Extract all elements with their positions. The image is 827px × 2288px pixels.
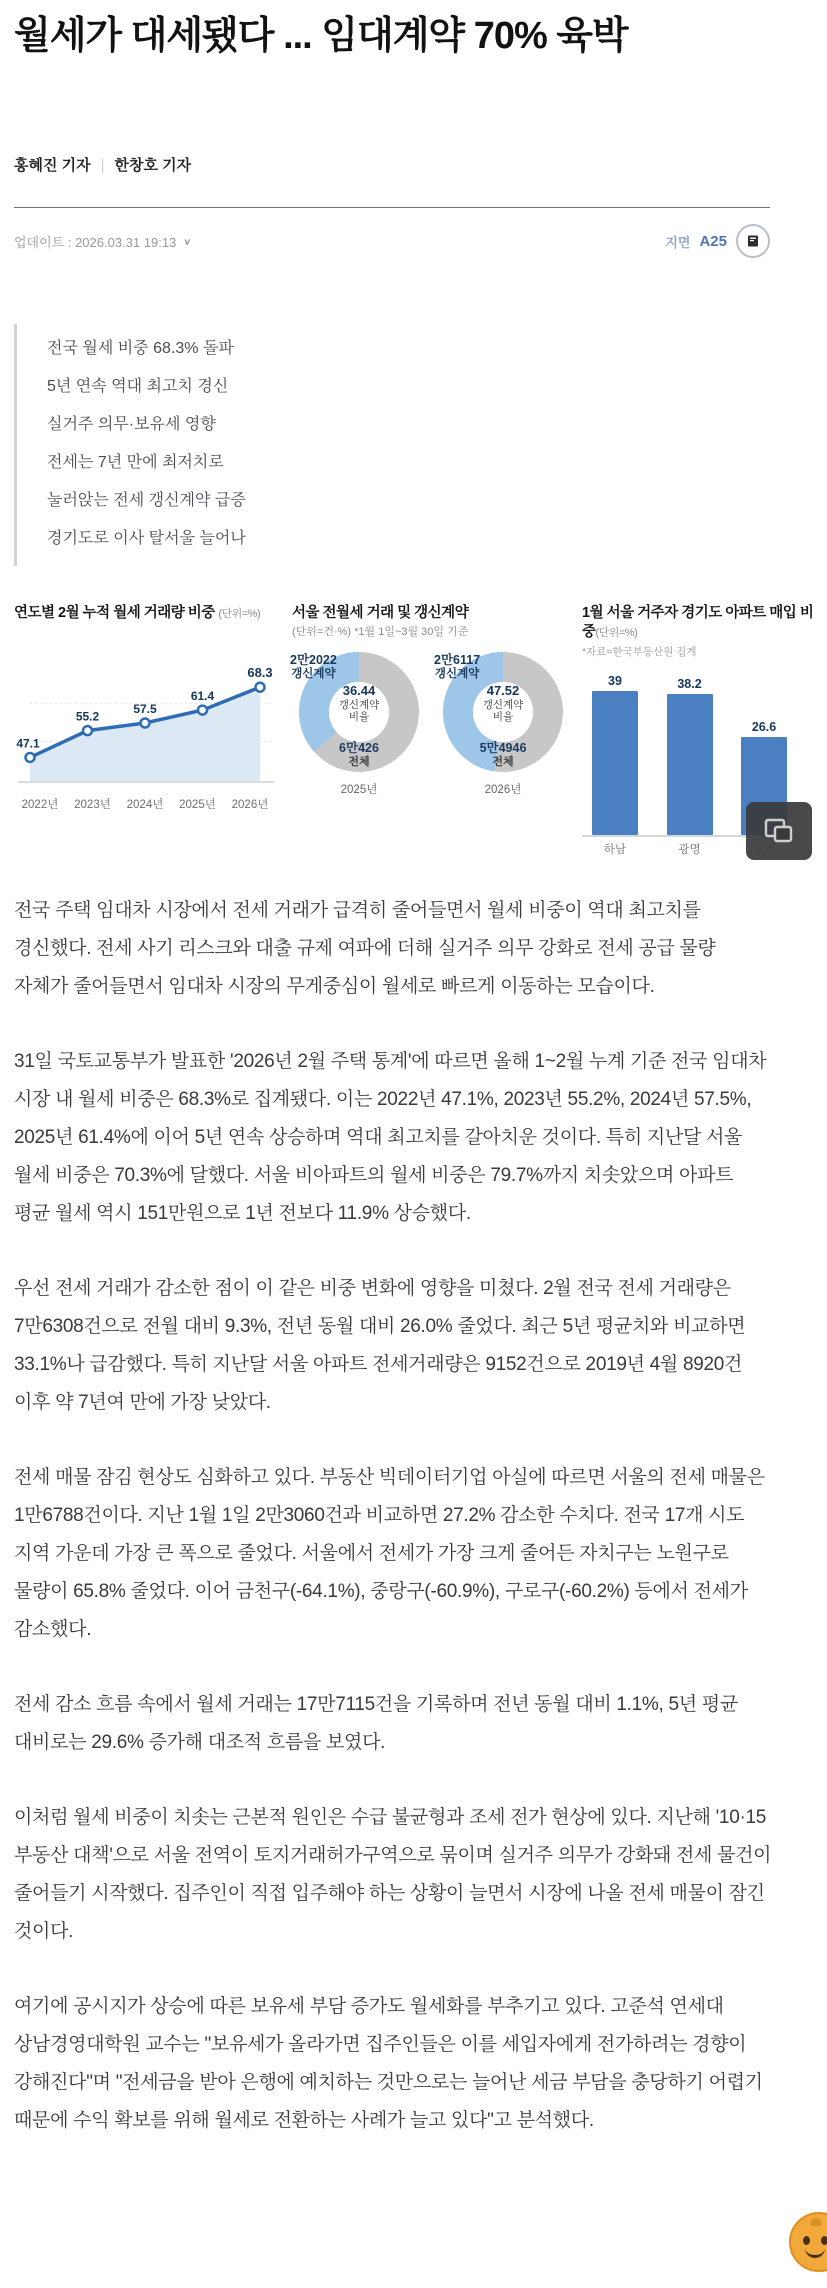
reporter-name[interactable]: 홍혜진 기자 xyxy=(14,157,91,175)
paragraph: 우선 전세 거래가 감소한 점이 이 같은 비중 변화에 영향을 미쳤다. 2월 전국 전세 거래량은 7만6308건으로 전월 대비 9.3%, 전년 동월 대비 26.0% 줄었다. 최근 5년 평균치와 비교하면 33.1%나 급감했다. 특히 지난달 서울 아파트 전세거래량은 9152건으로 2019년 4월 8920건 이후 약 7년여 만에 가장 낮았다. xyxy=(14,1278,746,1414)
bar-column xyxy=(592,674,638,835)
paragraph: 31일 국토교통부가 발표한 '2026년 2월 주택 통계'에 따르면 올해 1~2월 누계 기준 전국 임대차 시장 내 월세 비중은 68.3%로 집계됐다. 이는 2022년 47.1%, 2023년 55.2%, 2024년 57.5%, 2025년 61.4%에 이어 5년 연속 상승하며 역대 최고치를 갈아치운 것이다. 특히 지난달 서울 월세 비중은 70.3%에 달했다. 서울 비아파트의 월세 비중은 79.7%까지 치솟았으며 아파트 평균 월세 역시 151만원으로 1년 전보다 11.9% 상승했다. xyxy=(14,1051,767,1225)
byline-divider: | xyxy=(100,157,105,175)
svg-text:55.2: 55.2 xyxy=(75,709,100,724)
donut xyxy=(290,645,426,797)
trend-x-label: 2024년 xyxy=(126,799,164,812)
page-title: 월세가 대세됐다 ... 임대계약 70% 육박 xyxy=(14,15,628,57)
svg-text:47.1: 47.1 xyxy=(16,736,40,751)
total-count-label: 5만4946 전체 xyxy=(479,741,527,769)
bar-x-label: 광명 xyxy=(678,844,701,857)
chart-title: 연도별 2월 누적 월세 거래량 비중 (단위=%) xyxy=(14,605,261,622)
image-zoom-button[interactable] xyxy=(746,802,812,860)
trend-x-label: 2022년 xyxy=(21,799,59,812)
paragraph: 이처럼 월세 비중이 치솟는 근본적 원인은 수급 불균형과 조세 전가 현상에 있다. 지난해 '10·15 부동산 대책'으로 서울 전역이 토지거래허가구역으로 묶이며 실거주 의무가 강화돼 전세 물건이 줄어들기 시작했다. 집주인이 직접 입주해야 하는 상황이 늘면서 시장에 나올 전세 매물이 잠긴 것이다. xyxy=(14,1807,772,1943)
trend-x-label: 2025년 xyxy=(179,799,216,812)
svg-text:61.4: 61.4 xyxy=(190,689,215,704)
summary-line: 5년 연속 역대 최고치 경신 xyxy=(47,378,229,396)
summary-line: 전국 월세 비중 68.3% 돌파 xyxy=(47,340,234,358)
update-timestamp: 업데이트 : 2026.03.31 19:13 xyxy=(14,234,177,250)
gyeonggi-purchase-chart xyxy=(574,604,814,857)
chart-title: 서울 전월세 거래 및 갱신계약 xyxy=(292,605,469,622)
chart-unit-label: (단위=%) xyxy=(218,608,261,621)
summary-line: 경기도로 이사 탈서울 늘어나 xyxy=(47,530,246,548)
total-count-label: 6만426 전체 xyxy=(339,741,379,769)
bar-value-label: 38.2 xyxy=(677,677,702,692)
donut-caption: 2026년 xyxy=(484,784,522,797)
renewal-ratio-label: 47.52 갱신계약 비율 xyxy=(482,683,524,724)
page-label: 지면 xyxy=(665,234,691,250)
newspaper-icon xyxy=(745,233,761,249)
page-number-link[interactable]: A25 xyxy=(699,232,727,250)
expand-image-icon xyxy=(762,816,796,846)
bar-x-label: 하남 xyxy=(603,844,627,857)
newspaper-view-button[interactable] xyxy=(736,224,770,258)
summary-line: 실거주 의무·보유세 영향 xyxy=(47,416,216,434)
bar-column xyxy=(667,677,713,835)
renewal-count-label: 2만2022 갱신계약 xyxy=(290,653,337,680)
infographic xyxy=(14,604,814,857)
page-area xyxy=(665,224,770,258)
summary-box xyxy=(14,324,772,566)
bar xyxy=(592,691,638,835)
paragraph: 전세 감소 흐름 속에서 월세 거래는 17만7115건을 기록하며 전년 동월 대비 1.1%, 5년 평균 대비로는 29.6% 증가해 대조적 흐름을 보였다. xyxy=(14,1694,738,1754)
renewal-contract-chart xyxy=(286,604,574,846)
trend-chart-svg xyxy=(14,631,276,789)
bar-value-label: 26.6 xyxy=(751,720,777,735)
chart-source-label: *자료=한국부동산원 집계 xyxy=(582,646,697,659)
chatbot-face-icon xyxy=(811,2218,821,2226)
donut xyxy=(434,645,570,797)
byline xyxy=(14,154,772,175)
reporter-name[interactable]: 한창호 기자 xyxy=(114,157,192,175)
svg-text:57.5: 57.5 xyxy=(133,702,157,717)
article-body xyxy=(14,892,772,2140)
paragraph: 전국 주택 임대차 시장에서 전세 거래가 급격히 줄어들면서 월세 비중이 역대 최고치를 경신했다. 전세 사기 리스크와 대출 규제 여파에 더해 실거주 의무 강화로 전세 공급 물량 자체가 줄어들면서 임대차 시장의 무게중심이 월세로 빠르게 이동하는 모습이다. xyxy=(14,900,716,998)
chart-unit-label: (단위=%) xyxy=(595,627,638,640)
svg-text:68.3: 68.3 xyxy=(247,665,273,681)
renewal-count-label: 2만6117 갱신계약 xyxy=(434,653,481,680)
renewal-ratio-label: 36.44 갱신계약 비율 xyxy=(338,683,380,724)
paragraph: 전세 매물 잠김 현상도 심화하고 있다. 부동산 빅데이터기업 아실에 따르면 서울의 전세 매물은 1만6788건이다. 지난 1월 1일 2만3060건과 비교하면 27.2% 감소한 수치다. 전국 17개 시도 지역 가운데 가장 큰 폭으로 줄었다. 서울에서 전세가 가장 크게 줄어든 자치구는 노원구로 물량이 65.8% 줄었다. 이어 금천구(-64.1%), 중랑구(-60.9%), 구로구(-60.2%) 등에서 전세가 감소했다. xyxy=(14,1467,765,1641)
paragraph: 여기에 공시지가 상승에 따른 보유세 부담 증가도 월세화를 부추기고 있다. 고준석 연세대 상남경영대학원 교수는 "보유세가 올라가면 집주인들은 이를 세입자에게 전가하려는 경향이 강해진다"며 "전세금을 받아 은행에 예치하는 것만으로는 늘어난 세금 부담을 충당하기 어렵기 때문에 수익 확보를 위해 월세로 전환하는 사례가 늘고 있다"고 분석했다. xyxy=(14,1996,763,2132)
trend-x-label: 2026년 xyxy=(231,799,269,812)
update-dropdown[interactable] xyxy=(14,232,191,251)
meta-row xyxy=(14,208,770,268)
chart-title: 1월 서울 거주자 경기도 아파트 매입 비중(단위=%) xyxy=(582,605,814,641)
summary-line: 눌러앉는 전세 갱신계약 급증 xyxy=(47,492,246,510)
chatbot-button[interactable] xyxy=(789,2212,827,2272)
donut-caption: 2025년 xyxy=(340,784,378,797)
bar-value-label: 39 xyxy=(608,674,622,689)
summary-line: 전세는 7년 만에 최저치로 xyxy=(47,454,224,472)
chevron-down-icon: ∨ xyxy=(183,237,192,247)
trend-x-label: 2023년 xyxy=(74,799,111,812)
bar xyxy=(667,694,713,835)
chart-unit-label: (단위=건·%) *1월 1일~3월 30일 기준 xyxy=(292,626,469,639)
trend-x-axis xyxy=(14,796,276,812)
monthly-rent-share-chart xyxy=(14,604,286,846)
